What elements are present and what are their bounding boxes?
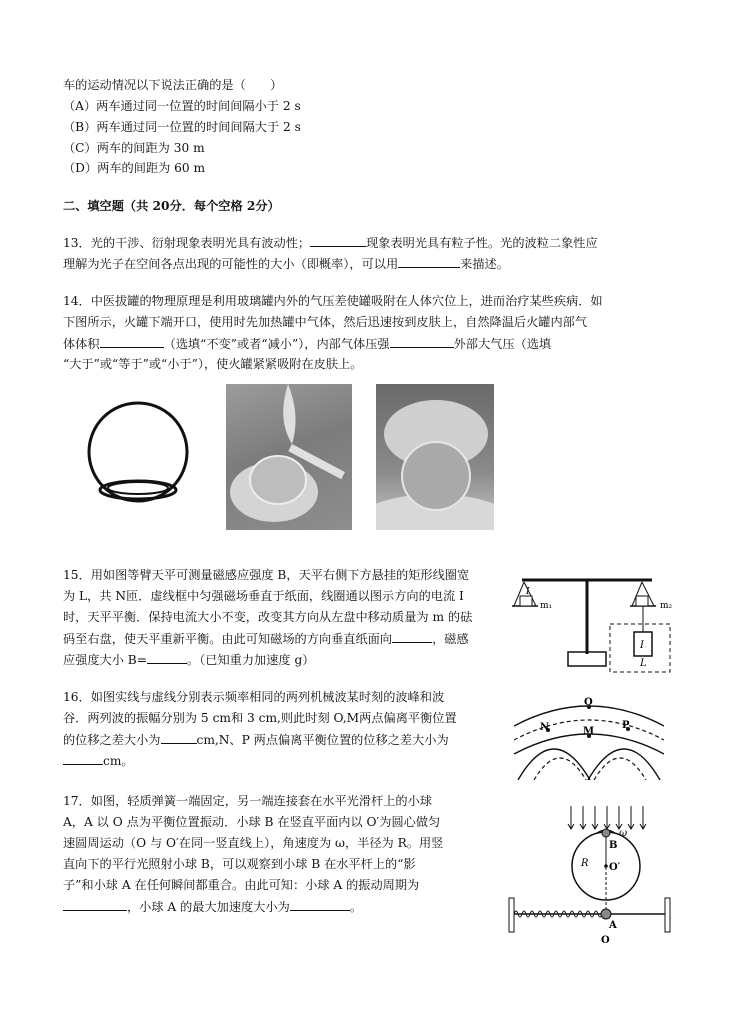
q13-line-1 bbox=[63, 234, 598, 251]
q13-text-3: 理解为光子在空间各点出现的可能性的大小（即概率），可以用 bbox=[63, 257, 399, 271]
heating-jar-photo bbox=[226, 384, 352, 530]
q17-line-4: 直向下的平行光照射小球 B，可以观察到小球 B 在水平杆上的“影 bbox=[63, 857, 416, 871]
q12-stem-tail: 车的运动情况以下说法正确的是（ ） bbox=[63, 78, 283, 92]
right-wall bbox=[665, 898, 670, 932]
q15-blank-1[interactable] bbox=[392, 630, 432, 643]
q15-line-4 bbox=[63, 630, 469, 647]
q15-text-5b: 。（已知重力加速度 g） bbox=[186, 653, 315, 667]
ball-A bbox=[601, 909, 611, 919]
q15-line-2: 为 L，共 N匝．虚线框中匀强磁场垂直于纸面，线圈通以图示方向的电流 I bbox=[63, 589, 464, 603]
q17-blank-2[interactable] bbox=[290, 898, 350, 911]
q14-blank-1[interactable] bbox=[100, 335, 164, 348]
light-rays bbox=[568, 806, 646, 829]
label-m1: m₁ bbox=[540, 601, 553, 611]
q16-blank-2[interactable] bbox=[63, 752, 103, 765]
q14-text-3: 体体积 bbox=[63, 337, 100, 351]
q13-blank-1[interactable] bbox=[310, 234, 366, 247]
q12-option-b: （B）两车通过同一位置的时间间隔大于 2 s bbox=[63, 120, 301, 134]
q16-blank-1[interactable] bbox=[161, 731, 197, 744]
label-O: O bbox=[601, 935, 610, 946]
q15-text-4a: 码至右盘，使天平重新平衡。由此可知磁场的方向垂直纸面向 bbox=[63, 632, 393, 646]
q12-option-a: （A）两车通过同一位置的时间间隔小于 2 s bbox=[63, 99, 301, 113]
balance-base bbox=[568, 652, 606, 666]
q12-option-d: （D）两车的间距为 60 m bbox=[63, 161, 206, 175]
section-2-title: 二、填空题（共 20分．每个空格 2分） bbox=[63, 199, 280, 213]
spring-circle-diagram bbox=[505, 800, 677, 948]
q15-line-1: 15．用如图等臂天平可测量磁感应强度 B，天平右侧下方悬挂的矩形线圈宽 bbox=[63, 568, 470, 582]
glass-jar-ball bbox=[402, 442, 470, 510]
ball-B bbox=[602, 829, 610, 837]
q16-line-3 bbox=[63, 731, 449, 748]
q15-line-3: 时，天平平衡．保持电流大小不变，改变其方向从左盘中移动质量为 m 的砝 bbox=[63, 610, 473, 624]
cupping-jar-diagram bbox=[86, 400, 194, 512]
q13-text-1: 13．光的干涉、衍射现象表明光具有波动性； bbox=[63, 236, 311, 250]
q14-line-3 bbox=[63, 335, 551, 352]
q13-text-2: 现象表明光具有粒子性。光的波粒二象性应 bbox=[366, 236, 598, 250]
q17-line-1: 17．如图，轻质弹簧一端固定，另一端连接套在水平光滑杆上的小球 bbox=[63, 794, 432, 808]
label-N: N bbox=[540, 722, 550, 733]
mass-m1 bbox=[520, 596, 532, 606]
q13-text-4: 来描述。 bbox=[460, 257, 509, 271]
q15-text-5a: 应强度大小 B= bbox=[63, 653, 147, 667]
label-M: M bbox=[583, 726, 595, 737]
jar-mouth-inner bbox=[108, 482, 168, 494]
q17-line-2: A，A 以 O 点为平衡位置振动．小球 B 在竖直平面内以 O′为圆心做匀 bbox=[63, 815, 441, 829]
q15-line-5 bbox=[63, 651, 314, 668]
q16-line-4 bbox=[63, 752, 134, 769]
label-m2: m₂ bbox=[660, 601, 673, 611]
label-current-I-left: I bbox=[526, 587, 530, 597]
label-width-L: L bbox=[640, 658, 647, 669]
label-R: R bbox=[581, 858, 589, 869]
label-B: B bbox=[609, 840, 618, 851]
q16-line-2: 谷．两列波的振幅分别为 5 cm和 3 cm,则此时刻 O,M两点偏离平衡位置 bbox=[63, 711, 457, 725]
q14-line-1: 14．中医拔罐的物理原理是利用玻璃罐内外的气压差使罐吸附在人体穴位上，进而治疗某些疾病．如 bbox=[63, 294, 603, 308]
q14-text-4: （选填“不变”或者“减小”），内部气体压强 bbox=[163, 337, 390, 351]
q14-blank-2[interactable] bbox=[390, 335, 454, 348]
q13-line-2 bbox=[63, 255, 509, 272]
left-wall bbox=[509, 898, 514, 932]
mass-m2 bbox=[636, 596, 648, 606]
q14-text-5: 外部大气压（选填 bbox=[453, 337, 552, 351]
q16-line-1: 16．如图实线与虚线分别表示频率相同的两列机械波某时刻的波峰和波 bbox=[63, 690, 445, 704]
label-A: A bbox=[609, 920, 617, 931]
balance-diagram bbox=[512, 562, 682, 680]
q14-line-4: “大于”或“等于”或“小于”），使火罐紧紧吸附在皮肤上。 bbox=[63, 357, 363, 371]
label-O: O bbox=[584, 697, 593, 708]
label-omega: ω bbox=[619, 828, 628, 839]
wave-b-crest-1 bbox=[518, 749, 590, 780]
q16-text-3b: cm,N、P 两点偏离平衡位置的位移之差大小为 bbox=[196, 733, 449, 747]
wave-b-crest-2 bbox=[588, 749, 660, 780]
q16-text-4: cm。 bbox=[103, 754, 134, 768]
q17-line-6 bbox=[63, 898, 362, 915]
q17-blank-1[interactable] bbox=[63, 898, 127, 911]
q16-text-3a: 的位移之差大小为 bbox=[63, 733, 161, 747]
q17-text-6c: 。 bbox=[349, 900, 362, 914]
glass-jar-shape bbox=[250, 456, 306, 504]
label-P: P bbox=[622, 720, 630, 731]
wave-interference-diagram bbox=[514, 696, 664, 780]
q14-line-2: 下图所示，火罐下端开口，使用时先加热罐中气体，然后迅速按到皮肤上，自然降温后火罐内部气 bbox=[63, 315, 588, 329]
q17-text-6b: ，小球 A 的最大加速度大小为 bbox=[127, 900, 290, 914]
q17-line-5: 子”和小球 A 在任何瞬间都重合。由此可知：小球 A 的振动周期为 bbox=[63, 878, 420, 892]
q12-option-c: （C）两车的间距为 30 m bbox=[63, 141, 205, 155]
q13-blank-2[interactable] bbox=[398, 255, 460, 268]
wave-b-trough-1 bbox=[534, 758, 586, 780]
jar-on-skin-photo bbox=[376, 384, 494, 530]
q17-line-3: 速圆周运动（O 与 O′在同一竖直线上），角速度为 ω，半径为 R。用竖 bbox=[63, 836, 444, 850]
label-current-I: I bbox=[640, 640, 644, 651]
flame-shape bbox=[283, 384, 295, 444]
center-Oprime bbox=[604, 864, 608, 868]
label-Oprime: O′ bbox=[609, 862, 621, 873]
q15-blank-2[interactable] bbox=[147, 651, 187, 664]
q15-text-4b: ，磁感 bbox=[432, 632, 469, 646]
